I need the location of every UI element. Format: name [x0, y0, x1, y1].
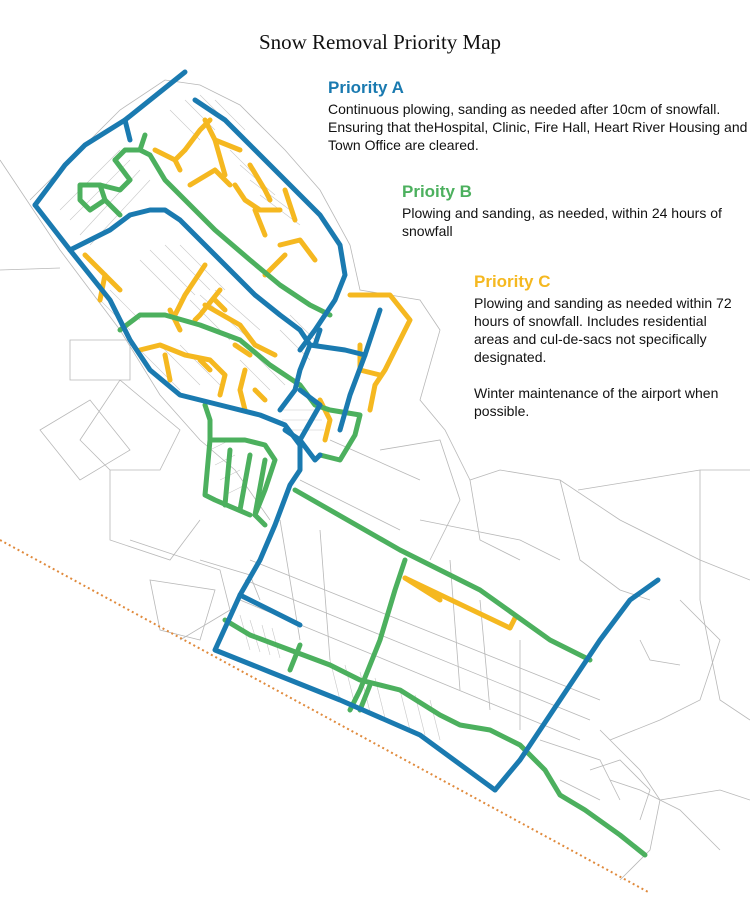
legend-priority-a-text: Continuous plowing, sanding as needed after 10cm of snowfall. Ensuring that theHospital, Clinic, Fire Hall, Heart River Housing and Town Office are cleared.: [328, 101, 748, 153]
legend-priority-b-heading: Prioity B: [402, 182, 472, 201]
legend-priority-b-text: Plowing and sanding, as needed, within 24 hours of snowfall: [402, 205, 722, 239]
map-title: Snow Removal Priority Map: [258, 30, 502, 54]
legend-priority-b: [402, 182, 722, 240]
legend-priority-a: [328, 78, 748, 154]
legend-priority-c-text-airport: Winter maintenance of the airport when possible.: [474, 385, 719, 419]
legend-priority-c-text: Plowing and sanding as needed within 72 hours of snowfall. Includes residential areas and cul-de-sacs not specifically designated.: [474, 295, 732, 365]
legend-priority-c-heading: Priority C: [474, 272, 551, 291]
legend-priority-c: [474, 272, 736, 420]
legend-priority-a-heading: Priority A: [328, 78, 404, 97]
